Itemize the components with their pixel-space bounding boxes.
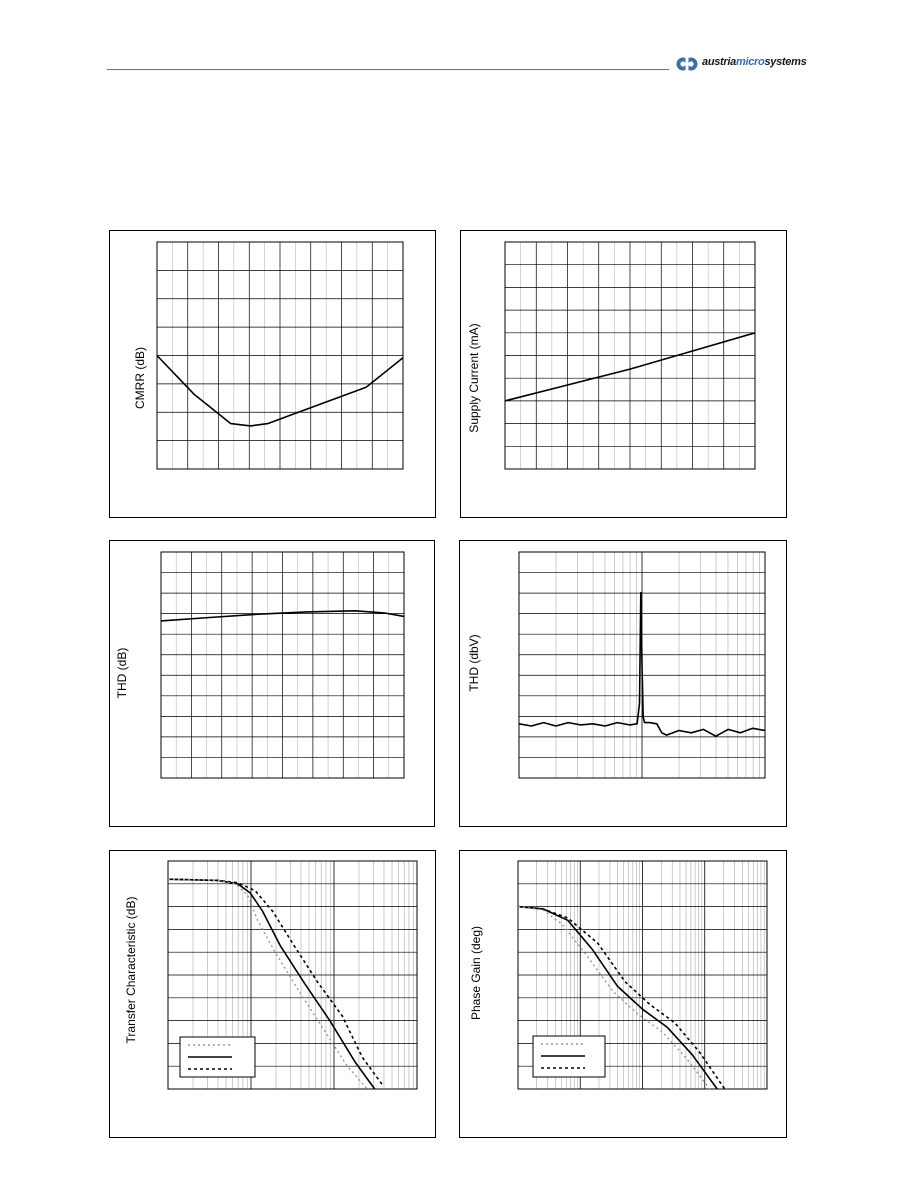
logo-wordmark-part1: austria <box>702 56 736 68</box>
chart-plot <box>110 231 437 519</box>
chart-plot <box>110 851 437 1139</box>
chart-panel-thd-db <box>109 540 435 827</box>
company-logo <box>676 54 816 76</box>
logo-wordmark <box>702 56 806 68</box>
y-axis-label: THD (dB) <box>115 647 129 699</box>
y-axis-label: CMRR (dB) <box>133 347 147 409</box>
chart-panel-supply-current <box>460 230 787 518</box>
y-axis-label: Phase Gain (deg) <box>469 925 483 1021</box>
chart-panel-phase-gain <box>459 850 787 1138</box>
chart-panel-cmrr <box>109 230 436 518</box>
logo-wordmark-part3: systems <box>764 56 807 68</box>
logo-wordmark-part2: micro <box>735 56 765 68</box>
chart-plot <box>461 231 788 519</box>
y-axis-label: THD (dbV) <box>467 634 481 692</box>
chart-plot <box>460 851 788 1139</box>
chart-plot <box>460 541 788 828</box>
y-axis-label: Transfer Characteristic (dB) <box>124 896 138 1044</box>
chart-plot <box>110 541 436 828</box>
chart-panel-transfer <box>109 850 436 1138</box>
logo-mark-icon <box>676 54 698 74</box>
chart-panel-thd-dbv <box>459 540 787 827</box>
y-axis-label: Supply Current (mA) <box>467 323 481 433</box>
header-rule <box>107 69 669 70</box>
